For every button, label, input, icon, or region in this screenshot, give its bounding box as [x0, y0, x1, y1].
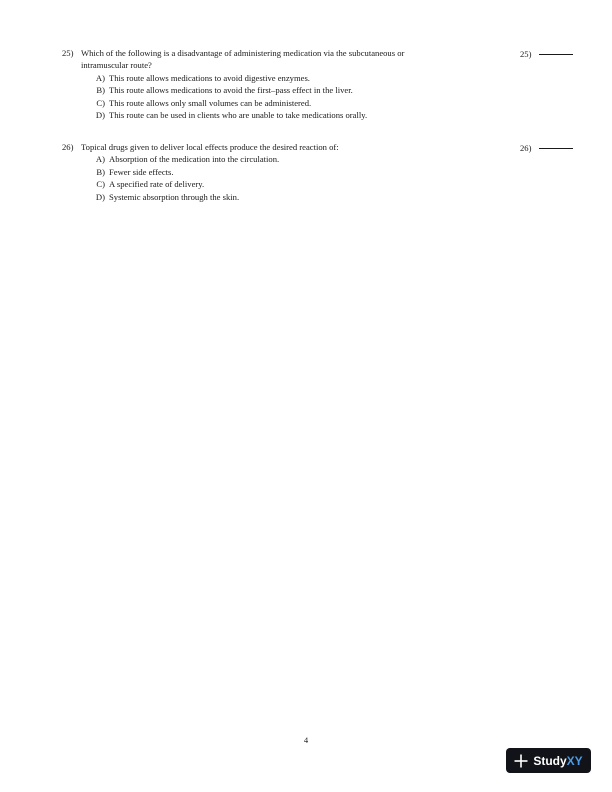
question-stem: [81, 141, 501, 153]
choice-letter: A): [95, 72, 105, 83]
answer-label: 25): [520, 49, 532, 59]
choice-text: This route can be used in clients who are unable to take medications orally.: [109, 110, 368, 121]
choice-letter: B): [96, 85, 105, 96]
question-stem-line: intramuscular route?: [81, 60, 152, 71]
choice-d[interactable]: [62, 191, 577, 203]
brand-accent: XY: [566, 753, 583, 768]
studyxy-badge[interactable]: [506, 748, 591, 773]
brand-name: Study: [533, 753, 567, 768]
choice-a[interactable]: [62, 72, 577, 84]
choice-letter: B): [96, 166, 105, 177]
answer-blank[interactable]: [539, 139, 573, 149]
choice-text: This route allows only small volumes can be administered.: [109, 97, 312, 108]
question-25: [62, 47, 577, 121]
plus-icon: [514, 754, 528, 768]
answer-slot: [520, 141, 573, 154]
choice-c[interactable]: [62, 97, 577, 109]
choice-letter: C): [96, 97, 105, 108]
page-number: 4: [303, 735, 309, 745]
choice-letter: D): [95, 110, 105, 121]
choice-text: Systemic absorption through the skin.: [109, 191, 240, 202]
choice-d[interactable]: [62, 109, 577, 121]
choice-text: A specified rate of delivery.: [109, 179, 205, 190]
choice-text: Absorption of the medication into the circulation.: [109, 154, 280, 165]
question-26: [62, 141, 577, 203]
choice-list: [62, 153, 577, 203]
answer-slot: [520, 47, 573, 60]
choice-text: This route allows medications to avoid digestive enzymes.: [109, 72, 310, 83]
choice-b[interactable]: [62, 84, 577, 96]
question-stem-line: Topical drugs given to deliver local effects produce the desired reaction of:: [81, 142, 339, 152]
choice-text: Fewer side effects.: [109, 166, 174, 177]
choice-text: This route allows medications to avoid the first–pass effect in the liver.: [109, 85, 353, 96]
choice-a[interactable]: [62, 153, 577, 165]
question-stem-line: Which of the following is a disadvantage of administering medication via the subcutaneous or: [81, 48, 405, 58]
answer-label: 26): [520, 143, 532, 153]
choice-letter: D): [95, 191, 105, 202]
question-stem: [81, 47, 501, 72]
choice-letter: C): [96, 179, 105, 190]
answer-blank[interactable]: [539, 45, 573, 55]
question-number: 25): [62, 48, 74, 58]
choice-b[interactable]: [62, 166, 577, 178]
choice-c[interactable]: [62, 178, 577, 190]
choice-list: [62, 72, 577, 122]
choice-letter: A): [95, 154, 105, 165]
question-number: 26): [62, 142, 74, 152]
